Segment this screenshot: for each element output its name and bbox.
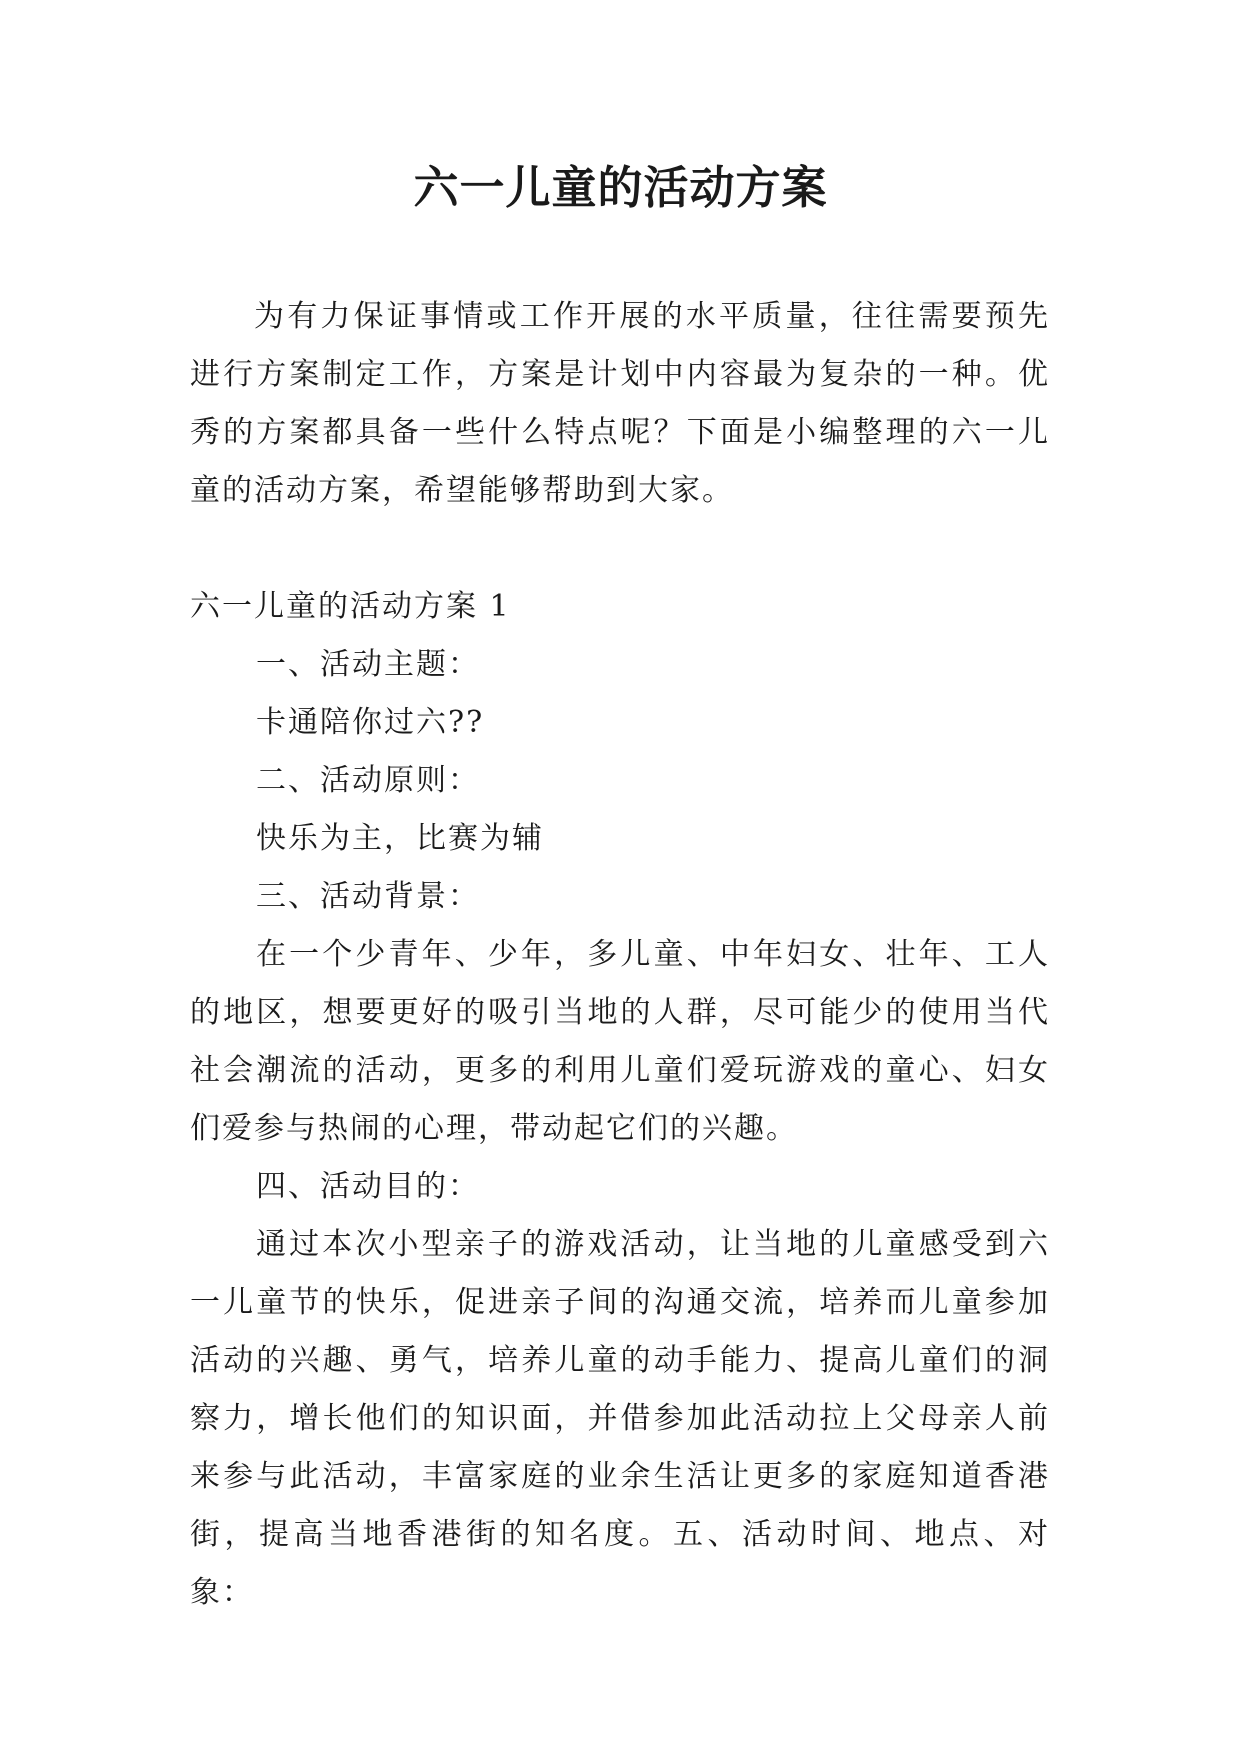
theme-heading: 一、活动主题： <box>256 647 480 682</box>
principle-heading: 二、活动原则： <box>256 763 480 798</box>
principle-value: 快乐为主，比赛为辅 <box>256 821 544 856</box>
purpose-heading: 四、活动目的： <box>256 1169 480 1204</box>
background-heading: 三、活动背景： <box>256 879 480 914</box>
section-heading: 六一儿童的活动方案 1 <box>190 589 511 624</box>
theme-value: 卡通陪你过六?? <box>256 705 485 740</box>
document-title: 六一儿童的活动方案 <box>413 161 828 214</box>
plan-section-1 <box>190 578 1050 1622</box>
background-paragraph: 在一个少青年、少年，多儿童、中年妇女、壮年、工人的地区，想要更好的吸引当地的人群，尽可能少的使用当代社会潮流的活动，更多的利用儿童们爱玩游戏的童心、妇女们爱参与热闹的心理，带动起它们的兴趣。 <box>190 937 1050 1146</box>
purpose-paragraph: 通过本次小型亲子的游戏活动，让当地的儿童感受到六一儿童节的快乐，促进亲子间的沟通交流，培养而儿童参加活动的兴趣、勇气，培养儿童的动手能力、提高儿童们的洞察力，增长他们的知识面，并借参加此活动拉上父母亲人前来参与此活动，丰富家庭的业余生活让更多的家庭知道香港街，提高当地香港街的知名度。五、活动时间、地点、对象： <box>190 1227 1050 1610</box>
intro-paragraph: 为有力保证事情或工作开展的水平质量，往往需要预先进行方案制定工作，方案是计划中内容最为复杂的一种。优秀的方案都具备一些什么特点呢？下面是小编整理的六一儿童的活动方案，希望能够帮助到大家。 <box>190 299 1050 508</box>
